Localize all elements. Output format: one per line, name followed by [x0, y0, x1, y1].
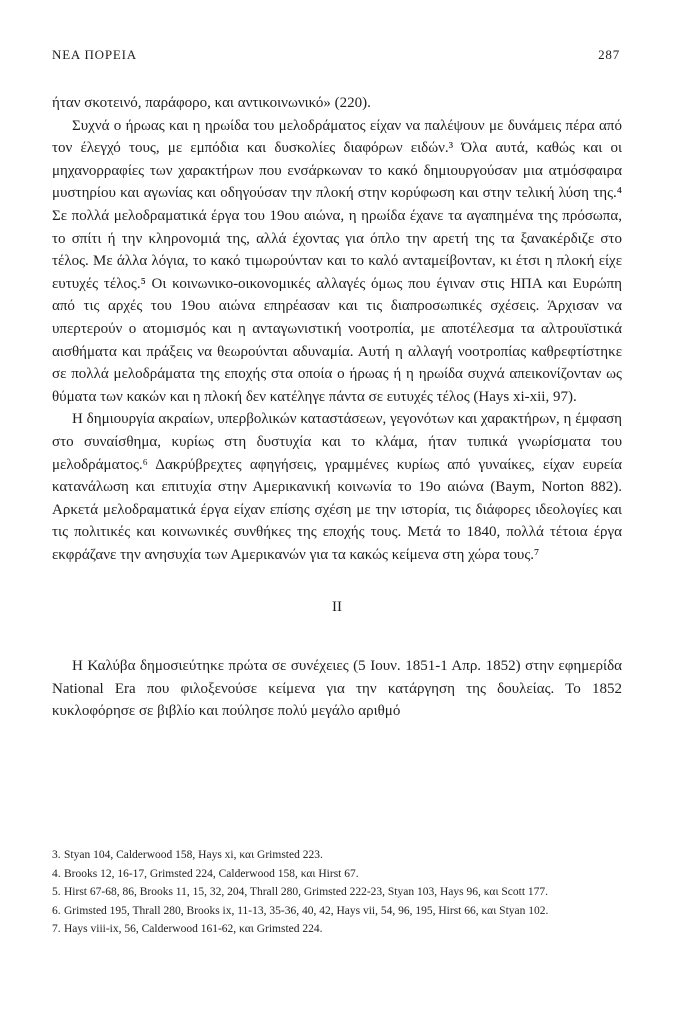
footnote-text: Hays viii-ix, 56, Calderwood 161-62, και Grimsted 224. — [64, 923, 323, 935]
footnote — [52, 846, 622, 865]
footnote-number: 3. — [52, 849, 61, 861]
footnote-number: 5. — [52, 886, 61, 898]
footnote — [52, 883, 622, 902]
footnote-text: Grimsted 195, Thrall 280, Brooks ix, 11-13, 35-36, 40, 42, Hays vii, 54, 96, 195, Hirst 66, και Styan 102. — [64, 904, 549, 917]
body-text — [52, 92, 622, 723]
footnote-text: Brooks 12, 16-17, Grimsted 224, Calderwood 158, και Hirst 67. — [64, 867, 359, 880]
footnote-number: 4. — [52, 867, 61, 880]
paragraph: Συχνά ο ήρωας και η ηρωίδα του μελοδράματος είχαν να παλέψουν με δυνάμεις πέρα από τον έλεγχό τους, με εμπόδια και δυσκολίες διαφόρων ειδών.³ Όλα αυτά, καθώς και οι μηχανορραφίες των χαρακτήρων που ενσάρκωναν το κακό δημιουργούσαν μια ατμόσφαιρα μυστηρίου και αγωνίας και οδηγούσαν την πλοκή στην κορύφωση και στην τελική λύση της.⁴ Σε πολλά μελοδραματικά έργα του 19ου αιώνα, η ηρωίδα έχανε τα αγαπημένα της πρόσωπα, το σπίτι ή την κληρονομιά της, αλλά έχοντας για όπλο την αρετή της τα ξανακέρδιζε στο τέλος. Με άλλα λόγια, το κακό τιμωρούνταν και το καλό ανταμείβονταν, κι έτσι η πλοκή είχε ευτυχές τέλος.⁵ Οι κοινωνικο-οικονομικές αλλαγές όμως που έγιναν στις ΗΠΑ και Ευρώπη από τις αρχές του 19ου αιώνα επηρέασαν και τις διαπροσωπικές σχέσεις. Άρχισαν να υπερτερούν ο ατομισμός και η ανταγωνιστική νοοτροπία, με αποτέλεσμα τα αλτρουϊστικά αισθήματα και πράξεις να θεωρούνται αδυναμία. Αυτή η αλλαγή νοοτροπίας καθρεφτίστηκε σε πολλά μελοδράματα της εποχής στα οποία ο ήρωας ή η ηρωίδα συχνά απεικονίζονταν ως θύματα των κακών και η πλοκή δεν κατέληγε πάντα σε ευτυχές τέλος (Hays xi-xii, 97). — [52, 117, 622, 405]
running-head-title: ΝΕΑ ΠΟΡΕΙΑ — [52, 47, 137, 62]
footnote — [52, 865, 622, 884]
section-heading: II — [332, 599, 342, 616]
footnote-number: 7. — [52, 923, 61, 935]
footnotes — [52, 846, 622, 939]
footnote-number: 6. — [52, 904, 61, 917]
paragraph: Η Καλύβα δημοσιεύτηκε πρώτα σε συνέχειες (5 Ιουν. 1851-1 Απρ. 1852) στην εφημερίδα National Era που φιλοξενούσε κείμενα για την κατάργηση της δουλείας. Το 1852 κυκλοφόρησε σε βιβλίο και πούλησε πολύ μεγάλο αριθμό — [52, 658, 622, 720]
paragraph-continuation: ήταν σκοτεινό, παράφορο, και αντικοινωνικό» (220). — [52, 95, 371, 111]
footnote-text: Hirst 67-68, 86, Brooks 11, 15, 32, 204, Thrall 280, Grimsted 222-23, Styan 103, Hays 96, και Scott 177. — [64, 886, 549, 898]
page-number: 287 — [598, 47, 620, 62]
footnote — [52, 902, 622, 921]
footnote-text: Styan 104, Calderwood 158, Hays xi, και Grimsted 223. — [64, 849, 323, 861]
footnote — [52, 920, 622, 939]
running-head — [52, 47, 620, 63]
paragraph: Η δημιουργία ακραίων, υπερβολικών καταστάσεων, γεγονότων και χαρακτήρων, η έμφαση στο συναίσθημα, κυρίως στη δυστυχία και το κλάμα, ήταν τυπικά γνωρίσματα του μελοδράματος.⁶ Δακρύβρεχτες αφηγήσεις, γραμμένες κυρίως από γυναίκες, είχαν ευρεία κατανάλωση και επιτυχία στην Αμερικανική κοινωνία το 19ο αιώνα (Baym, Norton 882). Αρκετά μελοδραματικά έργα είχαν επίσης σχέση με την ιστορία, τις διάφορες ιδεολογίες και τις πολιτικές και κοινωνικές συνθήκες της εποχής τους. Μετά το 1840, πολλά τέτοια έργα εκφράζανε την ανησυχία των Αμερικανών για τα κακώς κείμενα στη χώρα τους.⁷ — [52, 411, 622, 563]
